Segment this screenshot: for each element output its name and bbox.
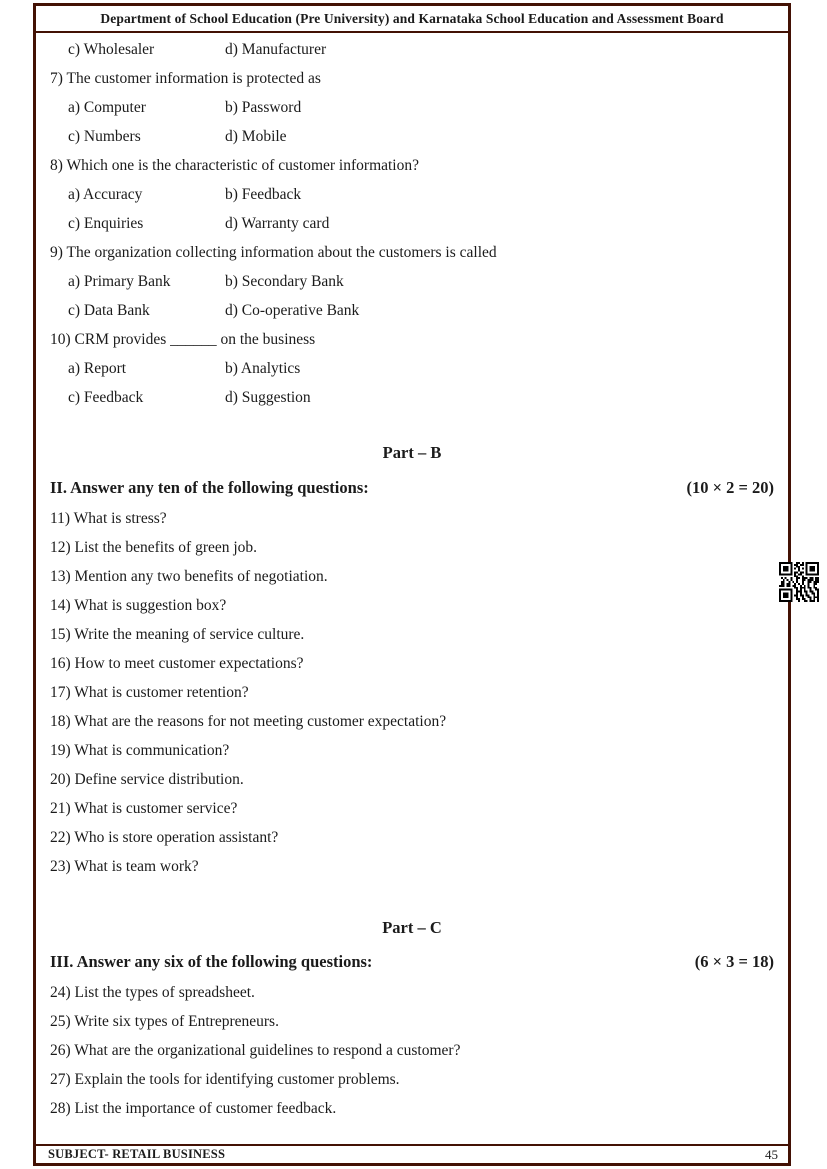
page-content [36, 33, 788, 1123]
option-c: c) Wholesaler [68, 41, 155, 58]
page-footer [36, 1144, 788, 1163]
part-c-instruction: III. Answer any six of the following questions: [50, 952, 373, 971]
option-a: a) Computer [68, 99, 146, 116]
question-7: 7) The customer information is protected as [50, 70, 321, 87]
mcq-option-row [50, 93, 774, 122]
mcq-option-row [50, 35, 774, 64]
mcq-option-row [50, 209, 774, 238]
page-frame [33, 3, 791, 1166]
option-c: c) Feedback [68, 389, 144, 406]
board-title: Department of School Education (Pre University) and Karnataka School Education and Assessment Board [100, 10, 724, 26]
mcq-option-row [50, 354, 774, 383]
mcq-option-row [50, 296, 774, 325]
question-10: 10) CRM provides ______ on the business [50, 331, 316, 348]
option-c: c) Enquiries [68, 215, 144, 232]
question-19: 19) What is communication? [50, 742, 230, 759]
question-23: 23) What is team work? [50, 858, 199, 875]
question-17: 17) What is customer retention? [50, 684, 249, 701]
option-b: b) Secondary Bank [225, 273, 344, 290]
page-header [36, 6, 788, 33]
page-number: 45 [765, 1146, 778, 1162]
option-d: d) Suggestion [225, 389, 311, 406]
mcq-option-row [50, 383, 774, 412]
question-18: 18) What are the reasons for not meeting customer expectation? [50, 713, 447, 730]
option-a: a) Accuracy [68, 186, 143, 203]
part-b-heading: Part – B [382, 443, 442, 462]
part-b-instruction-row [50, 473, 774, 502]
question-26: 26) What are the organizational guidelines to respond a customer? [50, 1042, 461, 1059]
question-21: 21) What is customer service? [50, 800, 238, 817]
mcq-option-row [50, 122, 774, 151]
option-b: b) Analytics [225, 360, 301, 377]
question-16: 16) How to meet customer expectations? [50, 655, 304, 672]
option-a: a) Report [68, 360, 127, 377]
part-c-instruction-row [50, 947, 774, 976]
part-c-heading: Part – C [382, 918, 442, 937]
question-15: 15) Write the meaning of service culture. [50, 626, 305, 643]
subject-label: SUBJECT- RETAIL BUSINESS [48, 1147, 226, 1161]
option-c: c) Numbers [68, 128, 141, 145]
option-d: d) Co-operative Bank [225, 302, 360, 319]
option-d: d) Manufacturer [225, 41, 327, 58]
question-28: 28) List the importance of customer feedback. [50, 1100, 337, 1117]
option-d: d) Mobile [225, 128, 287, 145]
question-13: 13) Mention any two benefits of negotiation. [50, 568, 328, 585]
option-b: b) Feedback [225, 186, 302, 203]
part-b-instruction: II. Answer any ten of the following questions: [50, 478, 369, 497]
qr-code [779, 562, 819, 602]
mcq-option-row [50, 180, 774, 209]
question-25: 25) Write six types of Entrepreneurs. [50, 1013, 279, 1030]
option-c: c) Data Bank [68, 302, 150, 319]
question-11: 11) What is stress? [50, 510, 167, 527]
option-b: b) Password [225, 99, 302, 116]
question-20: 20) Define service distribution. [50, 771, 244, 788]
mcq-option-row [50, 267, 774, 296]
option-d: d) Warranty card [225, 215, 330, 232]
option-a: a) Primary Bank [68, 273, 171, 290]
qr-code-image [779, 562, 819, 602]
question-24: 24) List the types of spreadsheet. [50, 984, 255, 1001]
question-12: 12) List the benefits of green job. [50, 539, 258, 556]
question-22: 22) Who is store operation assistant? [50, 829, 279, 846]
part-b-marks: (10 × 2 = 20) [686, 478, 774, 497]
question-27: 27) Explain the tools for identifying customer problems. [50, 1071, 400, 1088]
question-14: 14) What is suggestion box? [50, 597, 227, 614]
question-8: 8) Which one is the characteristic of customer information? [50, 157, 419, 174]
question-9: 9) The organization collecting information about the customers is called [50, 244, 497, 261]
part-c-marks: (6 × 3 = 18) [694, 952, 774, 971]
